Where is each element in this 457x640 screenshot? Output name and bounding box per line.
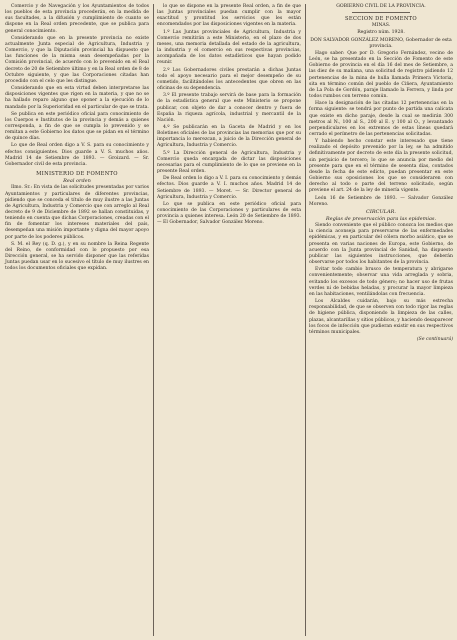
section-heading: MINAS.	[371, 23, 391, 29]
body-paragraph: Considerando que en la presente provincia no existe actualmente Junta especial de Agricultura, Industria y Comercio, y que la Diputación provincial ha dispuesto que las funciones de la misma sean desempeñadas por la Comisión provincial, de acuerdo con lo prevenido en el Real decreto de 20 de Setiembre último y en la Real orden de 8 de Octubre siguiente, y que las Corporaciones citadas han procedido con el celo que les distingue.	[5, 35, 149, 84]
section-heading: Real orden	[63, 178, 91, 185]
body-paragraph: lo que se dispone en la presente Real orden, a fin de que las Juntas provinciales puedan cumplir con la mayor exactitud y prontitud los servicios que les están encomendados por las disposiciones vigentes en la materia.	[157, 4, 301, 28]
column-divider	[153, 4, 154, 636]
body-paragraph: 2.º Los Gobernadores civiles prestarán a dichas Juntas todo el apoyo necesario para el mejor desempeño de su cometido, facilitándoles los antecedentes que obren en las oficinas de su dependencia.	[157, 67, 301, 92]
section-heading: CIRCULAR.	[366, 208, 396, 215]
body-paragraph: Se publica en este periódico oficial para conocimiento de los Cuerpos e Institutos de la provincia y demás a quienes corresponda, a fin de que se cumpla lo prevenido y se remitan a este Gobierno los datos que se pidan en el término de quince días.	[5, 111, 149, 142]
body-paragraph: De Real orden lo digo a V. I. para su conocimiento y demás efectos. Dios guarde a V. I. muchos años. Madrid 14 de Setiembre de 1893. — Moret. — Sr. Director general de Agricultura, Industria y Comercio.	[157, 176, 301, 200]
column-1	[5, 4, 149, 274]
body-paragraph: 3.º El presente trabajo servirá de base para la formación de la estadística general que este Ministerio se propone publicar, con objeto de dar a conocer dentro y fuera de España la riqueza agrícola, industrial y mercantil de la Nación.	[157, 93, 301, 123]
section-heading: Reglas de preservación para las epidemias.	[325, 216, 437, 222]
section-heading: DON SALVADOR GONZÁLEZ MORENO, Gobernador de esta provincia.	[310, 37, 452, 49]
section-rule	[352, 12, 410, 13]
body-paragraph: Los Alcaldes cuidarán, bajo su más estrecha responsabilidad, de que se observen con todo rigor las reglas de higiene pública, disponiendo la limpieza de las calles, plazas, alcantarillas y sitios públicos, y haciendo desaparecer los focos de infección que pudieran existir en sus respectivos términos municipales.	[309, 299, 453, 335]
section-heading: GOBIERNO CIVIL DE LA PROVINCIA.	[336, 4, 426, 9]
column-3	[309, 4, 453, 344]
body-paragraph: Lo que se publica en este periódico oficial para conocimiento de las Corporaciones y particulares de esta provincia a quienes interesa. León 20 de Setiembre de 1893. — El Gobernador, Salvador González Moreno.	[157, 201, 301, 226]
body-paragraph: Hace la designación de las citadas 12 pertenencias en la forma siguiente: se tendrá por punto de partida una calicata que existe en dicho paraje, desde la cual se medirán 300 metros al N., 100 al S., 200 al E. y 100 al O., y levantando perpendiculares en los extremos de estas líneas quedará cerrado el perímetro de las pertenencias solicitadas.	[309, 101, 453, 137]
section-heading: Registro núm. 1928.	[357, 30, 405, 36]
continued-note: (Se continuará)	[416, 336, 453, 342]
section-heading: SECCION DE FOMENTO	[345, 16, 417, 23]
body-paragraph: 4.º Se publicarán en la Gaceta de Madrid y en los Boletines oficiales de las provincias las memorias que por su importancia lo merezcan, a juicio de la Dirección general de Agricultura, Industria y Comercio.	[157, 124, 301, 149]
body-paragraph: 1.º Las Juntas provinciales de Agricultura, Industria y Comercio remitirán a este Ministerio, en el plazo de dos meses, una memoria detallada del estado de la agricultura, la industria y el comercio en sus respectivas provincias, acompañada de los datos estadísticos que hayan podido reunir.	[157, 29, 301, 66]
body-paragraph: S. M. el Rey (q. D. g.), y en su nombre la Reina Regente del Reino, de conformidad con lo propuesto por esa Dirección general, se ha servido disponer que las referidas Juntas puedan usar en lo sucesivo el título de muy ilustres en todos los documentos oficiales que expidan.	[5, 241, 149, 272]
body-paragraph: Evitar todo cambio brusco de temperatura y abrigarse convenientemente; observar una vida arreglada y sobria, evitando los excesos de todo género; no hacer uso de frutas verdes ni de bebidas heladas, y procurar la mayor limpieza en las habitaciones, ventilándolas con frecuencia.	[309, 267, 453, 297]
body-paragraph: Considerando que en esta virtud deben interpretarse las disposiciones vigentes que rigen en la materia, y que no se ha hallado reparo alguno que oponer a la ejecución de lo mandado por la Superioridad en el particular de que se trata.	[5, 86, 149, 110]
body-paragraph: León 16 de Setiembre de 1893. — Salvador González Moreno.	[309, 195, 453, 207]
body-paragraph: Hago saber: Que por D. Gregorio Fernández, vecino de León, se ha presentado en la Sección de Fomento de este Gobierno de provincia en el día 16 del mes de Setiembre, a las diez de su mañana, una solicitud de registro pidiendo 12 pertenencias de la mina de hulla llamada Primera Victoria, sita en término común del pueblo de Ciñera, Ayuntamiento de La Pola de Gordón, paraje llamado la Ferrera, y linda por todos rumbos con terreno común.	[309, 50, 453, 100]
body-paragraph: 5.º La Dirección general de Agricultura, Industria y Comercio queda encargada de dictar las disposiciones necesarias para el cumplimiento de lo que se previene en la presente Real orden.	[157, 150, 301, 175]
body-paragraph: Siendo conveniente que el público conozca los medios que la ciencia aconseja para preservarse de las enfermedades epidémicas, y en particular del cólera morbo asiático, que se presenta en varias naciones de Europa, este Gobierno, de acuerdo con la Junta provincial de Sanidad, ha dispuesto publicar las siguientes instrucciones, que deberán observarse por todos los habitantes de la provincia.	[309, 223, 453, 266]
body-paragraph: Comercio y de Navegación y los Ayuntamientos de todos los pueblos de esta provincia procederán, en la medida de sus facultades, a la difusión y cumplimiento de cuanto se dispone en la Real orden precedente, que se publica para general conocimiento.	[5, 4, 149, 34]
body-paragraph: Lo que de Real orden digo a V. S. para su conocimiento y efectos consiguientes. Dios guarde a V. S. muchos años. Madrid 14 de Setiembre de 1893. — Groizard. — Sr. Gobernador civil de esta provincia.	[5, 143, 149, 167]
column-divider	[305, 4, 306, 636]
body-paragraph: Ilmo. Sr.: En vista de las solicitudes presentadas por varios Ayuntamientos y particulares de diferentes provincias, pidiendo que se conceda el título de muy ilustre a las Juntas de Agricultura, Industria y Comercio que con arreglo al Real decreto de 9 de Diciembre de 1892 se hallan constituidas, y teniendo en cuenta que dichas Corporaciones, creadas con el fin de fomentar los intereses materiales del país, desempeñan una misión importante y digna del mayor apoyo por parte de los poderes públicos.	[5, 185, 149, 240]
section-heading: MINISTERIO DE FOMENTO	[36, 171, 118, 178]
body-paragraph: Y habiendo hecho constar este interesado que tiene realizado el depósito prevenido por la ley, se ha admitido definitivamente por decreto de este día la presente solicitud, sin perjuicio de tercero; lo que se anuncia por medio del presente para que en el término de sesenta días, contados desde la fecha de este edicto, puedan presentar en este Gobierno sus oposiciones los que se consideraren con derecho al todo o parte del terreno solicitado, según previene el art. 24 de la ley de minería vigente.	[309, 139, 453, 194]
column-2	[157, 4, 301, 227]
